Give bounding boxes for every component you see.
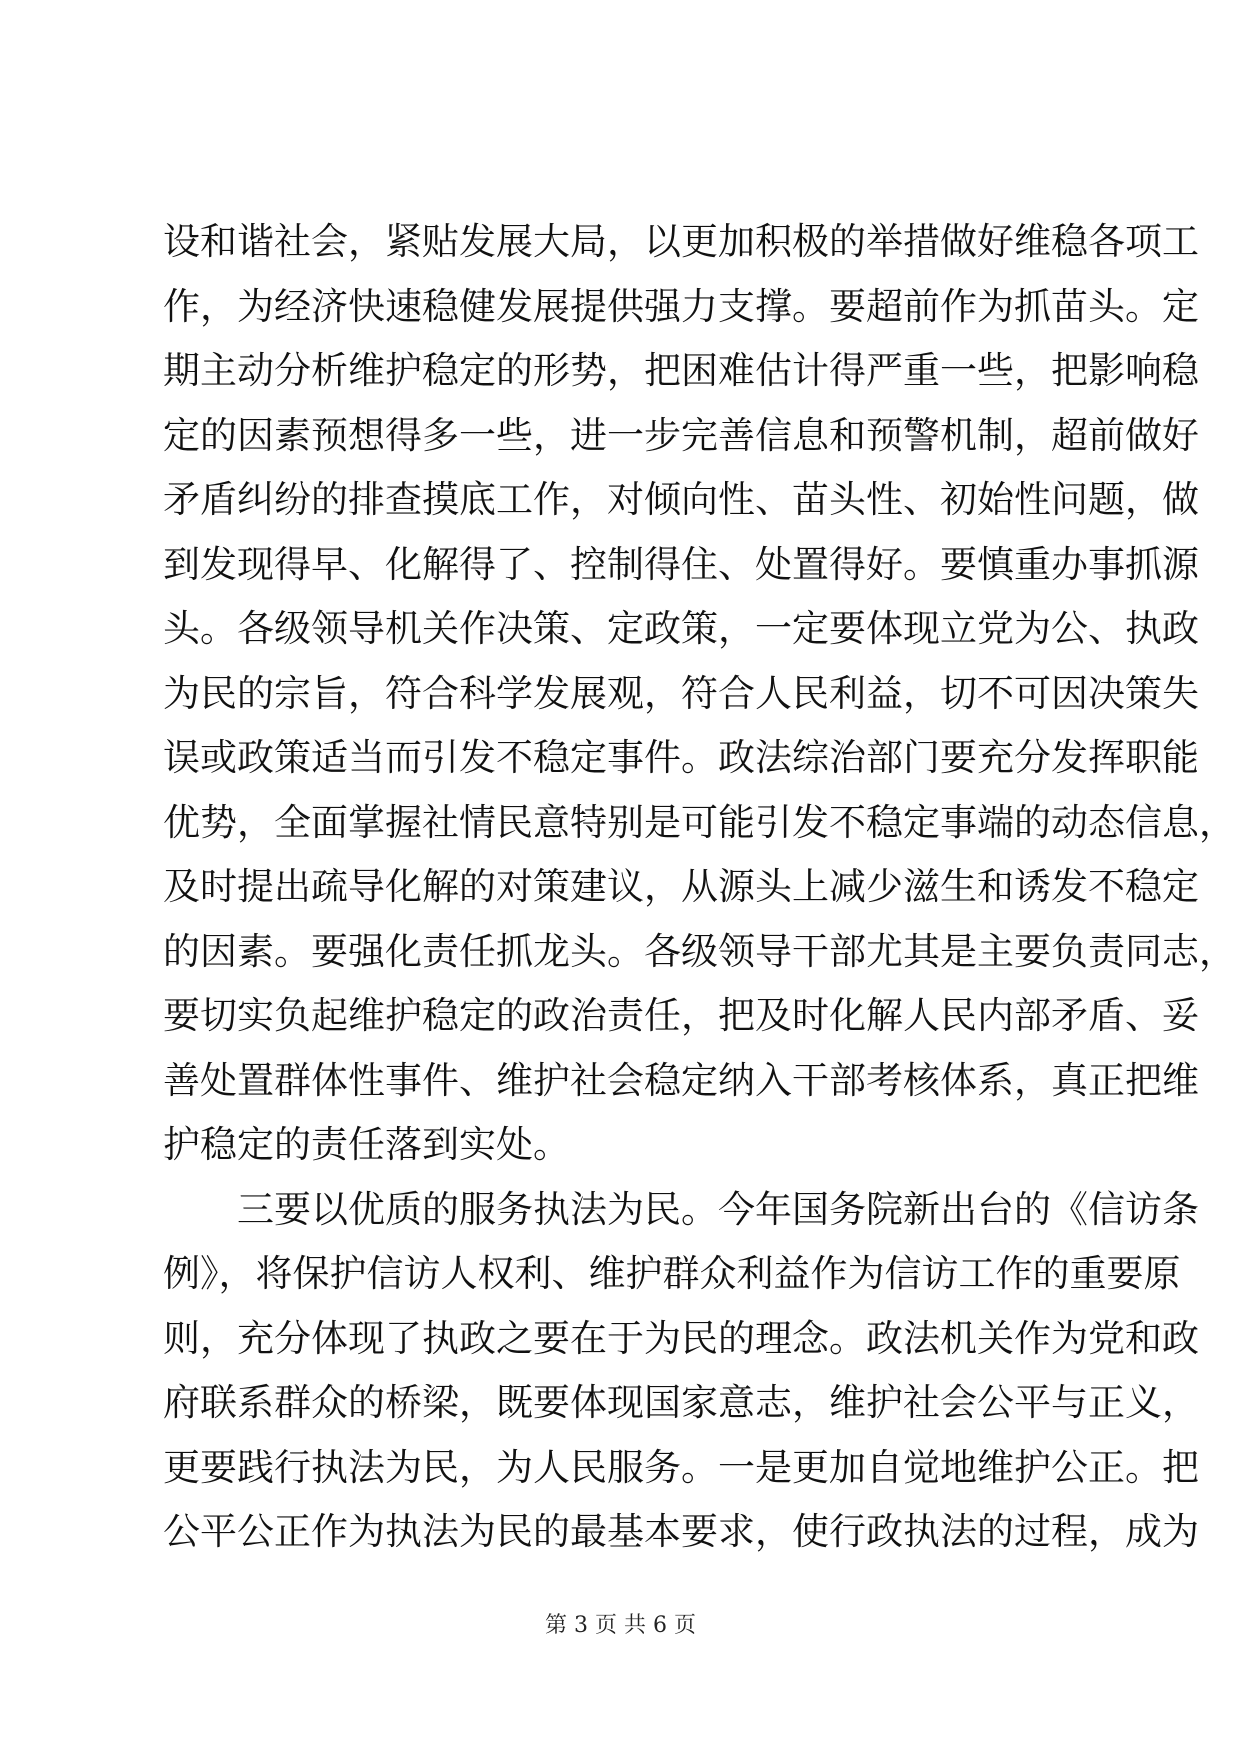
paragraph-end-line: 护稳定的责任落到实处。 [163,1123,570,1166]
page-number-footer: 第 3 页 共 6 页 [545,1613,696,1638]
text-line: 期主动分析维护稳定的形势，把困难估计得严重一些，把影响稳 [163,349,1199,392]
text-line: 要切实负起维护稳定的政治责任，把及时化解人民内部矛盾、妥 [163,994,1199,1037]
text-line: 设和谐社会，紧贴发展大局，以更加积极的举措做好维稳各项工 [163,220,1199,263]
text-line: 善处置群体性事件、维护社会稳定纳入干部考核体系，真正把维 [163,1058,1199,1102]
paragraph-first-line: 三要以优质的服务执法为民。今年国务院新出台的《信访条 [237,1187,1199,1231]
text-line: 到发现得早、化解得了、控制得住、处置得好。要慎重办事抓源 [163,542,1199,586]
text-line: 例》，将保护信访人权利、维护群众利益作为信访工作的重要原 [163,1252,1181,1295]
text-line: 公平公正作为执法为民的最基本要求，使行政执法的过程，成为 [163,1510,1199,1553]
text-line: 则，充分体现了执政之要在于为民的理念。政法机关作为党和政 [163,1316,1199,1360]
text-line: 为民的宗旨，符合科学发展观，符合人民利益，切不可因决策失 [163,671,1199,715]
body-text [163,210,1236,1565]
text-line: 误或政策适当而引发不稳定事件。政法综治部门要充分发挥职能 [163,736,1199,779]
text-line: 矛盾纠纷的排查摸底工作，对倾向性、苗头性、初始性问题，做 [163,478,1199,521]
text-line: 的因素。要强化责任抓龙头。各级领导干部尤其是主要负责同志， [163,929,1236,973]
text-line: 定的因素预想得多一些，进一步完善信息和预警机制，超前做好 [163,413,1199,457]
text-line: 优势，全面掌握社情民意特别是可能引发不稳定事端的动态信息， [163,800,1236,844]
text-line: 府联系群众的桥梁，既要体现国家意志，维护社会公平与正义， [163,1381,1199,1424]
text-line: 及时提出疏导化解的对策建议，从源头上减少滋生和诱发不稳定 [163,865,1199,908]
text-line: 更要践行执法为民，为人民服务。一是更加自觉地维护公正。把 [163,1445,1199,1489]
text-line: 头。各级领导机关作决策、定政策，一定要体现立党为公、执政 [163,607,1199,650]
text-line: 作，为经济快速稳健发展提供强力支撑。要超前作为抓苗头。定 [163,284,1199,328]
